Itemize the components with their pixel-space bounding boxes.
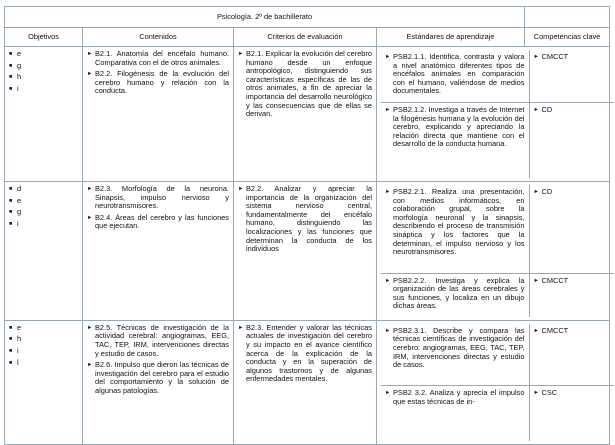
bullet-icon: ■ [9,324,13,331]
bullet-icon: ► [533,54,539,60]
contenido-item: ► B2.5. Técnicas de investigación de la actividad cerebral: angiogramas, EEG, TAC, TEP, IRM, intervenciones directas y estudio de casos. [87,322,229,358]
bullet-icon: ► [87,186,93,192]
bullet-icon: ■ [9,197,13,204]
header-criterios: Criterios de evaluación [234,28,377,47]
contenido-item: ► B2.4. Áreas del cerebro y las funciones que ejecutan. [87,212,229,231]
header-competencias: Competencias clave [525,28,610,47]
bullet-icon: ► [87,51,93,57]
competencia-cell: ► CMCCT [533,52,569,61]
bullet-icon: ■ [9,74,13,81]
estandar-row [381,324,614,386]
objetivo-item: ■ d [9,184,22,193]
contenido-item: ► B2.3. Morfología de la neurona. Sinapsis, impulso nervioso y neurotransmisores. [87,184,229,211]
table-row [5,182,610,321]
bullet-icon: ► [385,189,391,195]
bullet-icon: ► [87,214,93,221]
bullet-icon: ■ [9,359,13,366]
contenidos-cell [83,47,234,182]
bullet-icon: ■ [9,220,13,227]
header-estandares: Estándares de aprendizaje [377,28,525,47]
criterio-item: ► B2.1. Explicar la evolución del cerebro humano desde un enfoque antropológico, distinguiendo sus características específicas de las de otros animales, a fin de apreciar la importancia del desarrollo neurológico y las consecuencias que de ellas se derivan. [238,49,372,119]
table-title: Psicología. 2º de bachillerato [5,7,525,28]
bullet-icon: ► [385,277,391,284]
objetivo-item: ■ g [9,207,22,217]
objetivos-cell [5,47,83,182]
objetivo-item: ■ e [9,49,22,58]
bullet-icon: ► [87,324,93,331]
estandar-row [381,185,614,273]
objetivos-cell [5,320,83,444]
bullet-icon: ► [533,277,539,284]
objetivo-item: ■ h [9,334,22,344]
bullet-icon: ► [533,390,539,397]
estandar-cell: ► PSB2 3.2. Analiza y aprecia el impulso que estas técnicas de in- [381,386,529,441]
contenido-item: ► B2.2. Filogénesis de la evolución del cerebro humano y relación con la conducta. [87,69,229,96]
estandar-cell: ► PSB2.2.1. Realiza una presentación, con medios informáticos, en colaboración grupal, sobre la morfología neuronal y la sinapsis, describiendo el proceso de transmisión sináptica y los factores que la determinan, el impulso nervioso y los neurotransmisores. [381,185,529,273]
table-header-row [5,28,610,47]
criterio-cell [234,47,377,182]
bullet-icon: ► [533,327,539,334]
bullet-icon: ■ [9,186,13,192]
objetivo-item: ■ e [9,322,22,332]
bullet-icon: ► [238,51,244,57]
estandar-row [381,50,614,102]
competencia-cell: ► CMCCT [529,273,614,317]
objetivo-item: ■ i [9,346,19,356]
contenido-item: ► B2.1. Anatomía del encéfalo humano. Comparativa con el de otros animales. [87,49,229,67]
bullet-icon: ► [385,54,391,60]
estandar-row [381,273,614,317]
header-objetivos: Objetivos [5,28,83,47]
competencia-cell: ► CD [533,187,553,196]
table-title-empty-cell [525,7,610,28]
estandar-cell: ► PSB2.2.2. Investiga y explica la organización de las áreas cerebrales y sus funciones, y localiza en un dibujo dichas áreas. [381,273,529,317]
table-title-row [5,7,610,28]
bullet-icon: ► [385,390,391,397]
objetivo-item: ■ i [9,218,19,228]
objetivo-item: ■ g [9,60,22,70]
bullet-icon: ■ [9,209,13,216]
estandar-cell: ► PSB2.1.2. Investiga a través de Internet la filogénesis humana y la evolución del cerebro, explicando y apreciando la relación directa que mantiene con el desarrollo de la conducta humana. [381,102,529,178]
contenido-item: ► B2.6. Impulso que dieron las técnicas de investigación del cerebro para el estudio del comportamiento y la solución de algunas patologías. [87,360,229,396]
header-contenidos: Contenidos [83,28,234,47]
objetivo-item: ■ i [9,83,19,93]
estandar-row [381,102,614,178]
table-row [5,320,610,444]
table-row [5,47,610,182]
competencia-cell: ► CSC [529,386,614,441]
estandar-cell: ► PSB2.1.1. Identifica, contrasta y valora a nivel anatómico diferentes tipos de encéfalos animales en comparación con el humano, valiéndose de medios documentales. [381,50,529,102]
objetivo-item: ■ l [9,357,19,367]
criterio-cell [234,320,377,444]
bullet-icon: ► [533,106,539,113]
estandares-group [377,47,610,182]
estandares-group [377,320,610,444]
bullet-icon: ► [533,189,539,195]
estandares-group [377,182,610,321]
estandar-row [381,386,614,441]
bullet-icon: ■ [9,85,13,92]
criterio-item: ► B2.2. Analizar y apreciar la importancia de la organización del sistema nervioso central, fundamentalmente del encéfalo humano, distinguiendo las localizaciones y las funciones que determinan la conducta de los individuos [238,184,372,254]
objetivos-cell [5,182,83,321]
estandares-subtable [381,50,614,178]
competencia-cell: ► CMCCT [533,325,569,335]
contenidos-cell [83,320,234,444]
estandar-cell: ► PSB2.3.1. Describe y compara las técnicas científicas de investigación del cerebro: angiogramas, EEG, TAC, TEP, IRM, intervenciones directas y estudio de casos. [381,324,529,386]
bullet-icon: ► [87,362,93,369]
bullet-icon: ► [238,324,244,331]
estandares-subtable [381,185,614,317]
bullet-icon: ■ [9,336,13,343]
curriculum-table [4,6,610,445]
contenidos-cell [83,182,234,321]
criterio-item: ► B2.3. Entender y valorar las técnicas actuales de investigación del cerebro y su impacto en el avance científico acerca de la explicación de la conducta y en la superación de algunos trastornos y de algunas enfermedades mentales. [238,322,372,384]
bullet-icon: ► [238,186,244,192]
objetivo-item: ■ e [9,195,22,205]
objetivo-item: ■ h [9,72,22,82]
bullet-icon: ■ [9,62,13,69]
bullet-icon: ■ [9,348,13,355]
competencia-cell: ► CD [529,102,614,178]
criterio-cell [234,182,377,321]
bullet-icon: ■ [9,51,13,57]
estandares-subtable [381,324,614,441]
bullet-icon: ► [385,106,391,113]
bullet-icon: ► [87,71,93,78]
bullet-icon: ► [385,327,391,334]
